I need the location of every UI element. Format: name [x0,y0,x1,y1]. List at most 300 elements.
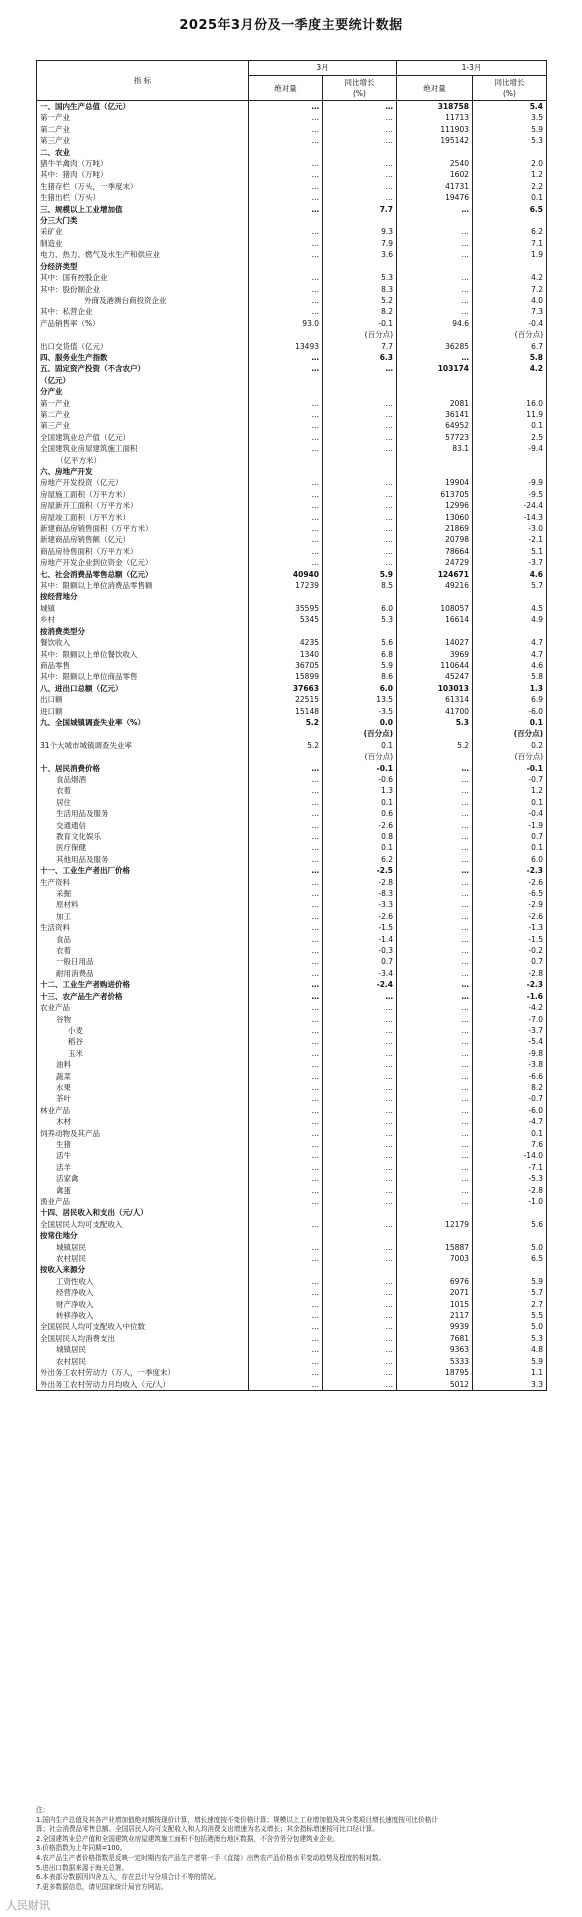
footnote-line: 3.价格指数为上年同期=100。 [36,1844,127,1853]
table-row [37,591,547,602]
row-march-absolute: … [249,1071,323,1082]
row-q1-growth: -6.6 [473,1071,547,1082]
row-march-growth: 8.3 [323,284,397,295]
row-indicator: 四、服务业生产指数 [37,352,249,363]
row-q1-absolute [397,261,473,272]
row-q1-absolute: … [397,968,473,979]
row-march-absolute: … [249,1310,323,1321]
table-row [37,1105,547,1116]
row-q1-growth: -0.7 [473,1093,547,1104]
row-q1-absolute: 7681 [397,1333,473,1344]
row-indicator: 出口交货值（亿元） [37,341,249,352]
row-q1-growth [473,626,547,637]
row-march-growth: … [323,1162,397,1173]
row-q1-growth: 7.2 [473,284,547,295]
row-q1-absolute [397,626,473,637]
row-q1-growth: 1.2 [473,169,547,180]
row-q1-growth: 1.1 [473,1367,547,1378]
row-q1-absolute: … [397,763,473,774]
row-march-absolute: … [249,1287,323,1298]
row-indicator: 商品零售 [37,660,249,671]
row-q1-growth: 3.3 [473,1379,547,1391]
row-indicator: 谷物 [37,1014,249,1025]
row-q1-growth: -5.4 [473,1036,547,1047]
row-march-growth: … [323,1093,397,1104]
row-march-growth: … [323,477,397,488]
row-q1-growth: 7.6 [473,1139,547,1150]
row-q1-growth: 4.7 [473,637,547,648]
row-march-growth: -2.5 [323,865,397,876]
table-row [37,1071,547,1082]
table-row [37,341,547,352]
row-indicator: 采矿业 [37,226,249,237]
table-row [37,512,547,523]
table-row [37,1253,547,1264]
table-row [37,945,547,956]
row-indicator: 加工 [37,911,249,922]
row-q1-absolute: 318758 [397,101,473,113]
row-q1-absolute: … [397,1014,473,1025]
row-march-growth [323,1230,397,1241]
table-row [37,546,547,557]
row-indicator: 第一产业 [37,112,249,123]
row-march-growth [323,591,397,602]
row-march-absolute: 36705 [249,660,323,671]
row-indicator: 十、居民消费价格 [37,763,249,774]
row-march-absolute: … [249,1299,323,1310]
row-march-absolute: … [249,1162,323,1173]
row-march-growth: -0.1 [323,318,397,329]
row-march-growth: … [323,1071,397,1082]
row-indicator: 农业产品 [37,1002,249,1013]
row-q1-absolute: 5.2 [397,740,473,751]
row-q1-growth: 0.2 [473,740,547,751]
table-row [37,694,547,705]
row-q1-absolute: 24729 [397,557,473,568]
row-q1-growth: 1.9 [473,249,547,260]
header-growth-label: 同比增长 [344,78,375,87]
row-march-growth: 0.1 [323,740,397,751]
row-indicator: 蔬菜 [37,1071,249,1082]
row-q1-growth: 6.5 [473,204,547,215]
row-march-absolute [249,215,323,226]
row-march-absolute: … [249,523,323,534]
row-q1-absolute: … [397,888,473,899]
row-indicator: 三、规模以上工业增加值 [37,204,249,215]
row-indicator: 生产资料 [37,877,249,888]
row-q1-growth: -1.3 [473,922,547,933]
row-indicator: 其中：限额以上单位商品零售 [37,671,249,682]
row-indicator: 制造业 [37,238,249,249]
row-march-absolute: … [249,899,323,910]
row-march-absolute: … [249,295,323,306]
row-march-growth [323,455,397,466]
row-indicator: 外出务工农村劳动力月均收入（元/人） [37,1379,249,1391]
row-march-growth: … [323,512,397,523]
row-march-absolute: 13493 [249,341,323,352]
row-q1-growth: 6.5 [473,1253,547,1264]
table-row [37,204,547,215]
row-march-absolute: … [249,911,323,922]
row-march-absolute: … [249,1139,323,1150]
row-indicator: 渔业产品 [37,1196,249,1207]
row-indicator: 按经营地分 [37,591,249,602]
row-march-growth [323,215,397,226]
row-indicator: 其中：国有控股企业 [37,272,249,283]
row-q1-absolute: … [397,1139,473,1150]
table-row [37,432,547,443]
row-indicator: 衣着 [37,945,249,956]
row-indicator: 六、房地产开发 [37,466,249,477]
row-q1-growth [473,455,547,466]
row-indicator: 十四、居民收入和支出（元/人） [37,1207,249,1218]
row-march-absolute: … [249,1185,323,1196]
row-q1-absolute: … [397,934,473,945]
row-march-growth: 8.6 [323,671,397,682]
row-march-growth [323,386,397,397]
row-march-growth: … [323,1276,397,1287]
row-march-growth: 0.7 [323,956,397,967]
row-q1-absolute [397,591,473,602]
row-q1-absolute [397,466,473,477]
row-q1-growth: -1.5 [473,934,547,945]
row-q1-absolute: 9363 [397,1344,473,1355]
row-indicator: 按消费类型分 [37,626,249,637]
row-q1-growth: 2.7 [473,1299,547,1310]
row-q1-growth: 5.6 [473,1219,547,1230]
row-march-growth: … [323,1105,397,1116]
row-indicator: 木材 [37,1116,249,1127]
row-q1-absolute: 12996 [397,500,473,511]
row-indicator: 小麦 [37,1025,249,1036]
row-march-growth: … [323,1059,397,1070]
row-q1-absolute: … [397,842,473,853]
table-row [37,751,547,762]
row-march-absolute: … [249,306,323,317]
row-march-absolute: … [249,135,323,146]
row-march-absolute: … [249,1333,323,1344]
header-growth-q1 [473,76,547,101]
row-q1-growth: 3.5 [473,112,547,123]
table-row [37,409,547,420]
row-march-absolute: … [249,1367,323,1378]
row-q1-growth: -0.4 [473,318,547,329]
table-row [37,500,547,511]
row-q1-absolute: … [397,1116,473,1127]
row-march-absolute: 37663 [249,683,323,694]
row-q1-absolute: … [397,991,473,1002]
row-indicator: 房地产开发投资（亿元） [37,477,249,488]
row-march-absolute: … [249,238,323,249]
row-march-absolute: … [249,808,323,819]
row-march-absolute: … [249,1002,323,1013]
row-indicator [37,751,249,762]
row-q1-absolute: 103174 [397,363,473,374]
row-q1-growth: 4.9 [473,614,547,625]
row-indicator: 第三产业 [37,420,249,431]
row-march-absolute: … [249,877,323,888]
row-q1-absolute: 16614 [397,614,473,625]
row-march-absolute [249,1230,323,1241]
row-march-growth: 5.9 [323,569,397,580]
table-row [37,1162,547,1173]
row-march-absolute: … [249,934,323,945]
row-indicator: 产品销售率（%） [37,318,249,329]
row-march-growth: … [323,158,397,169]
row-q1-growth [473,591,547,602]
row-march-growth: … [323,1310,397,1321]
table-row [37,318,547,329]
row-march-growth: 6.3 [323,352,397,363]
row-march-absolute: … [249,1105,323,1116]
row-q1-absolute: 2117 [397,1310,473,1321]
row-q1-absolute [397,1230,473,1241]
row-march-growth: 8.2 [323,306,397,317]
row-march-absolute: … [249,1025,323,1036]
row-q1-absolute: 94.6 [397,318,473,329]
row-indicator: 活羊 [37,1162,249,1173]
row-q1-growth: -2.8 [473,1185,547,1196]
row-indicator: 衣着 [37,785,249,796]
table-row [37,865,547,876]
row-q1-growth: 5.7 [473,1287,547,1298]
row-q1-absolute [397,728,473,739]
row-indicator: 新建商品房销售额（亿元） [37,534,249,545]
row-q1-absolute: 18795 [397,1367,473,1378]
row-q1-growth [473,215,547,226]
row-march-growth: … [323,1253,397,1264]
table-row [37,352,547,363]
row-q1-absolute: 41700 [397,706,473,717]
row-indicator: 新建商品房销售面积（万平方米） [37,523,249,534]
table-row [37,728,547,739]
row-q1-growth: 6.0 [473,854,547,865]
row-march-absolute [249,261,323,272]
row-q1-growth: 5.4 [473,101,547,113]
row-march-absolute: … [249,968,323,979]
row-march-absolute: … [249,1150,323,1161]
row-march-growth: 6.2 [323,854,397,865]
row-march-growth: … [323,135,397,146]
row-march-absolute: 1340 [249,649,323,660]
row-march-growth: -1.4 [323,934,397,945]
row-q1-absolute: … [397,1093,473,1104]
table-row [37,831,547,842]
row-march-growth: … [323,1379,397,1391]
row-q1-absolute: … [397,797,473,808]
table-row [37,671,547,682]
row-march-growth: -0.1 [323,763,397,774]
row-indicator: 转移净收入 [37,1310,249,1321]
row-q1-absolute: … [397,1105,473,1116]
table-row [37,854,547,865]
table-row [37,1150,547,1161]
row-march-growth: 0.8 [323,831,397,842]
row-q1-growth: 6.9 [473,694,547,705]
row-indicator: 其中：股份制企业 [37,284,249,295]
row-indicator: 油料 [37,1059,249,1070]
row-indicator: 第二产业 [37,124,249,135]
row-march-absolute: … [249,1093,323,1104]
row-march-absolute [249,147,323,158]
watermark-logo: 人民财讯 [6,1899,50,1912]
row-march-absolute: … [249,226,323,237]
footnote-line: 5.进出口数据来源于海关总署。 [36,1863,129,1872]
row-march-growth: 0.0 [323,717,397,728]
row-q1-growth: 4.2 [473,272,547,283]
row-march-growth [323,1264,397,1275]
row-q1-growth: -4.2 [473,1002,547,1013]
row-march-absolute: 40940 [249,569,323,580]
row-q1-growth: -4.7 [473,1116,547,1127]
table-row [37,979,547,990]
row-q1-absolute: 64952 [397,420,473,431]
row-march-absolute: … [249,1219,323,1230]
table-row [37,1367,547,1378]
row-q1-growth: 0.1 [473,717,547,728]
footnote-line: 注： [36,1806,50,1814]
row-indicator [37,728,249,739]
row-march-growth: … [323,1333,397,1344]
table-row [37,284,547,295]
row-q1-growth: 2.2 [473,181,547,192]
table-row [37,1036,547,1047]
row-indicator: 农村居民 [37,1253,249,1264]
row-q1-absolute: … [397,352,473,363]
table-row [37,192,547,203]
table-row [37,1025,547,1036]
table-row [37,1379,547,1391]
table-row [37,934,547,945]
row-march-absolute: … [249,763,323,774]
row-march-absolute: 17239 [249,580,323,591]
row-indicator: 城镇居民 [37,1242,249,1253]
table-row [37,238,547,249]
row-q1-absolute [397,329,473,340]
row-march-growth: 8.5 [323,580,397,591]
table-row [37,306,547,317]
table-row [37,477,547,488]
row-march-growth: 13.5 [323,694,397,705]
row-march-growth: … [323,546,397,557]
row-march-absolute: … [249,774,323,785]
row-march-absolute: … [249,169,323,180]
table-row [37,660,547,671]
row-q1-absolute: 20798 [397,534,473,545]
row-march-absolute: … [249,865,323,876]
row-q1-growth: 16.0 [473,398,547,409]
row-march-growth: -0.3 [323,945,397,956]
row-q1-absolute [397,455,473,466]
table-row [37,1173,547,1184]
row-indicator: 原材料 [37,899,249,910]
row-indicator: 财产净收入 [37,1299,249,1310]
row-q1-absolute: … [397,1059,473,1070]
row-march-growth [323,626,397,637]
row-indicator: 分经济类型 [37,261,249,272]
row-march-growth: 3.6 [323,249,397,260]
row-march-absolute: … [249,1196,323,1207]
row-march-absolute: … [249,1116,323,1127]
row-q1-absolute: … [397,911,473,922]
table-row [37,443,547,454]
row-q1-growth: 6.7 [473,341,547,352]
row-q1-growth: -5.3 [473,1173,547,1184]
row-indicator: 全国建筑业房屋建筑施工面积 [37,443,249,454]
row-march-growth: … [323,398,397,409]
row-march-growth: … [323,192,397,203]
row-indicator: 九、全国城镇调查失业率（%） [37,717,249,728]
row-march-absolute [249,386,323,397]
row-march-growth: … [323,557,397,568]
row-q1-absolute: 103013 [397,683,473,694]
table-row [37,1333,547,1344]
row-march-absolute: … [249,420,323,431]
table-row [37,956,547,967]
row-march-growth: (百分点) [323,329,397,340]
row-q1-absolute: … [397,204,473,215]
row-q1-absolute: 83.1 [397,443,473,454]
table-row [37,717,547,728]
stats-table [36,60,547,1391]
row-q1-growth: -2.1 [473,534,547,545]
row-q1-growth: 5.3 [473,135,547,146]
row-q1-absolute: … [397,1173,473,1184]
table-row [37,1059,547,1070]
row-q1-absolute: … [397,865,473,876]
row-march-growth: 6.8 [323,649,397,660]
page-title: 2025年3月份及一季度主要统计数据 [179,18,403,33]
row-indicator: 其中：私营企业 [37,306,249,317]
row-march-absolute: … [249,1059,323,1070]
row-march-growth: -1.5 [323,922,397,933]
row-march-growth: 5.2 [323,295,397,306]
row-q1-growth: -2.3 [473,979,547,990]
row-q1-growth: -0.7 [473,774,547,785]
row-q1-absolute: … [397,1196,473,1207]
row-indicator: 全国居民人均可支配收入 [37,1219,249,1230]
table-header [37,61,547,101]
row-q1-growth: 5.1 [473,546,547,557]
row-q1-growth: -14.3 [473,512,547,523]
table-row [37,1299,547,1310]
table-row [37,466,547,477]
row-march-absolute [249,329,323,340]
row-march-growth: … [323,169,397,180]
row-q1-absolute [397,215,473,226]
row-march-growth: -2.8 [323,877,397,888]
table-row [37,1207,547,1218]
row-q1-absolute: 12179 [397,1219,473,1230]
row-march-absolute: … [249,546,323,557]
footnote-line: 7.更多数据信息，请见国家统计局官方网站。 [36,1882,168,1891]
row-q1-absolute: 45247 [397,671,473,682]
table-row [37,637,547,648]
row-q1-absolute: 2071 [397,1287,473,1298]
row-march-growth: … [323,1082,397,1093]
row-march-absolute: … [249,1253,323,1264]
row-indicator: 茶叶 [37,1093,249,1104]
row-indicator: 水果 [37,1082,249,1093]
row-indicator: 外商及港澳台商投资企业 [37,295,249,306]
table-row [37,774,547,785]
row-q1-growth: 5.5 [473,1310,547,1321]
row-march-absolute: … [249,158,323,169]
row-q1-absolute: … [397,272,473,283]
row-march-absolute: … [249,1082,323,1093]
header-growth-label: 同比增长 [494,78,525,87]
row-q1-growth [473,261,547,272]
